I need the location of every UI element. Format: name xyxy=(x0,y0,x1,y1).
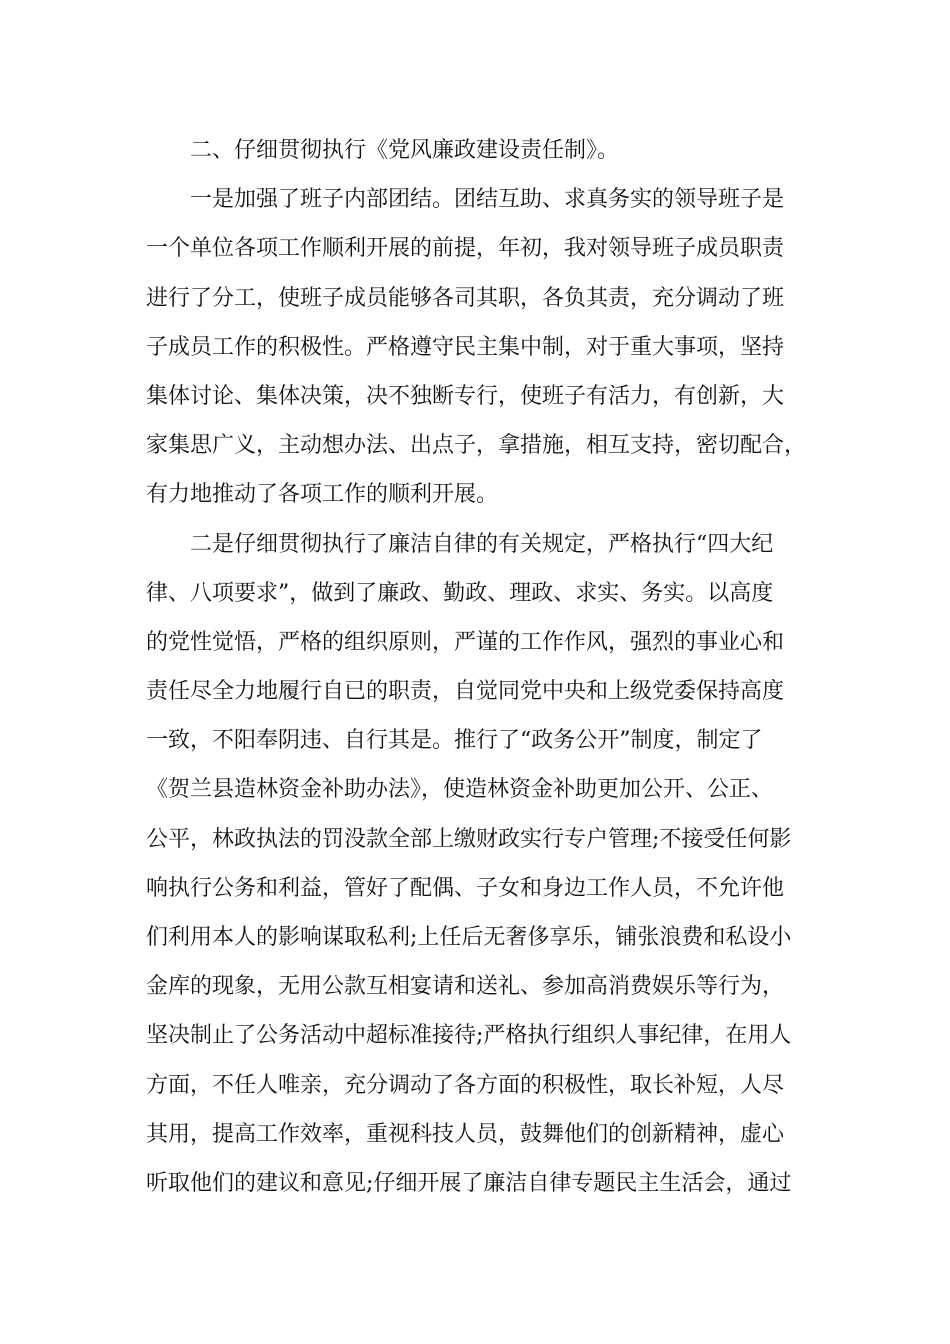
paragraph-line: 有力地推动了各项工作的顺利开展。 xyxy=(146,482,499,508)
paragraph-line: 听取他们的建议和意见;仔细开展了廉洁自律专题民主生活会，通过 xyxy=(146,1170,792,1196)
paragraph-line: 们利用本人的影响谋取私利;上任后无奢侈享乐，铺张浪费和私设小 xyxy=(146,925,792,950)
paragraph-line: 一是加强了班子内部团结。团结互助、求真务实的领导班子是 xyxy=(190,187,785,213)
paragraph-line: 一个单位各项工作顺利开展的前提，年初，我对领导班子成员职责 xyxy=(146,236,785,262)
document-body xyxy=(146,126,826,1208)
paragraph-line: 的党性觉悟，严格的组织原则，严谨的工作作风，强烈的事业心和 xyxy=(146,629,785,655)
paragraph-line: 坚决制止了公务活动中超标准接待;严格执行组织人事纪律，在用人 xyxy=(146,1023,792,1049)
paragraph-line: 其用，提高工作效率，重视科技人员，鼓舞他们的创新精神，虚心 xyxy=(146,1121,785,1147)
paragraph-line: 二是仔细贯彻执行了廉洁自律的有关规定，严格执行“四大纪 xyxy=(190,531,774,557)
paragraph-line: 一致，不阳奉阴违、自行其是。推行了“政务公开”制度，制定了 xyxy=(146,728,763,754)
paragraph-line: 律、八项要求”，做到了廉政、勤政、理政、求实、务实。以高度 xyxy=(146,580,774,606)
section-heading: 二、仔细贯彻执行《党风廉政建设责任制》。 xyxy=(190,138,620,163)
paragraph-line: 责任尽全力地履行自已的职责，自觉同党中央和上级党委保持高度 xyxy=(146,679,785,705)
paragraph-line: 《贺兰县造林资金补助办法》，使造林资金补助更加公开、公正、 xyxy=(146,777,774,803)
paragraph-line: 子成员工作的积极性。严格遵守民主集中制，对于重大事项，坚持 xyxy=(146,334,785,360)
paragraph-line: 公平，林政执法的罚没款全部上缴财政实行专户管理;不接受任何影 xyxy=(146,826,792,852)
paragraph-line: 家集思广义，主动想办法、出点子，拿措施，相互支持，密切配合， xyxy=(146,433,807,459)
paragraph-line: 集体讨论、集体决策，决不独断专行，使班子有活力，有创新，大 xyxy=(146,383,785,409)
paragraph-line: 金库的现象，无用公款互相宴请和送礼、参加高消费娱乐等行为， xyxy=(146,974,785,1000)
paragraph-line: 响执行公务和利益，管好了配偶、子女和身边工作人员，不允许他 xyxy=(146,875,785,901)
paragraph-line: 进行了分工，使班子成员能够各司其职，各负其责，充分调动了班 xyxy=(146,285,785,311)
paragraph-line: 方面，不任人唯亲，充分调动了各方面的积极性，取长补短，人尽 xyxy=(146,1072,785,1098)
